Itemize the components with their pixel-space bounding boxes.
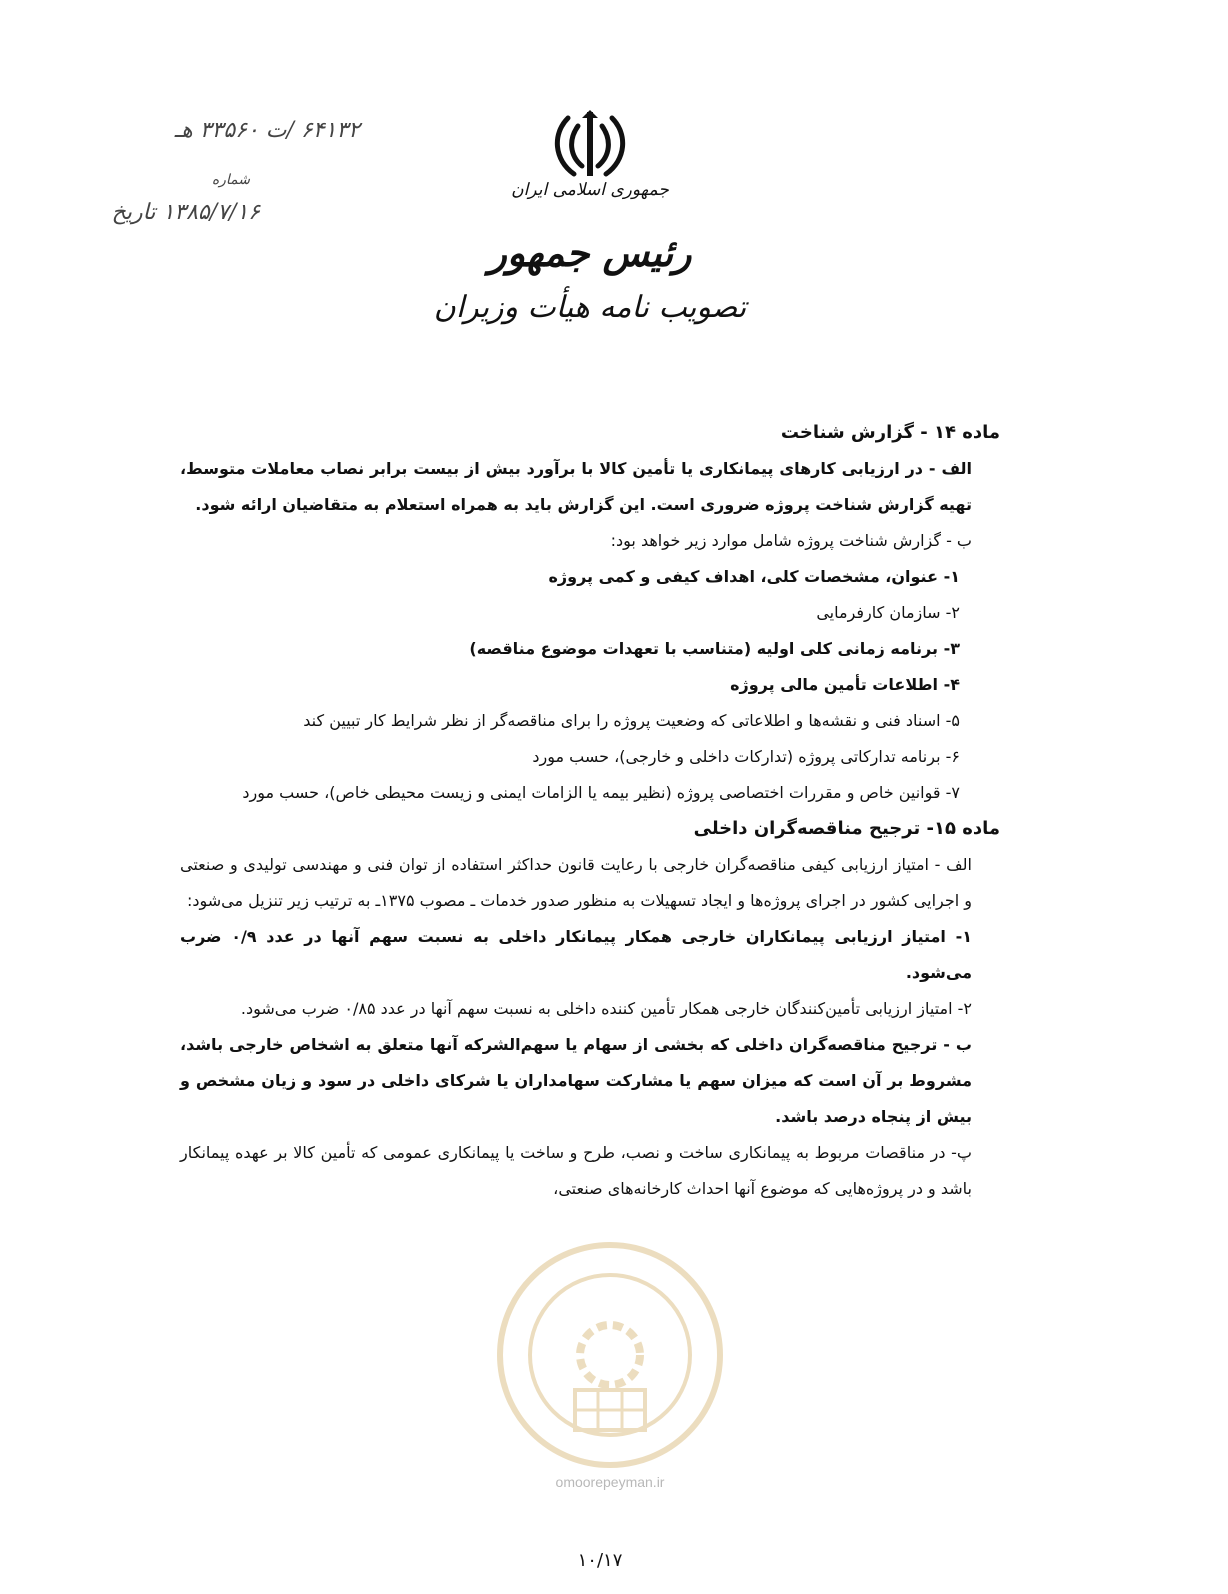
article-14-item-2: ۲- سازمان کارفرمایی <box>816 603 960 622</box>
article-15-item-2: ۲- امتیاز ارزیابی تأمین‌کنندگان خارجی همکار تأمین کننده داخلی به نسبت سهم آنها در عدد ۰/۸۵ ضرب می‌شود. <box>240 999 972 1018</box>
article-14-item-7: ۷- قوانین خاص و مقررات اختصاصی پروژه (نظیر بیمه یا الزامات ایمنی و زیست محیطی خاص)، حسب مورد <box>242 783 960 802</box>
article-14-item-6: ۶- برنامه تدارکاتی پروژه (تدارکات داخلی و خارجی)، حسب مورد <box>532 747 960 766</box>
iran-emblem-icon <box>548 108 632 184</box>
watermark-logo-icon <box>480 1230 740 1480</box>
article-15-be: ب - ترجیح مناقصه‌گران داخلی که بخشی از سهام یا سهم‌الشرکه آنها متعلق به اشخاص خارجی باشد، مشروط بر آن است که میزان سهم یا مشارکت سهامداران یا شرکای داخلی در سود و زیان مشخص و بیش از پنجاه درصد باشد. <box>180 1035 972 1126</box>
letter-number: ۶۴۱۳۲ /ت ۳۳۵۶۰ هـ <box>174 118 360 143</box>
page-number: ۱۰/۱۷ <box>577 1550 623 1571</box>
article-15-heading: ماده ۱۵- ترجیح مناقصه‌گران داخلی <box>693 818 1000 839</box>
article-14-item-5: ۵- اسناد فنی و نقشه‌ها و اطلاعاتی که وضعیت پروژه را برای مناقصه‌گر از نظر شرایط کار تبیین کند <box>303 711 960 730</box>
letter-date: ۱۳۸۵/۷/۱۶ تاریخ <box>111 200 260 225</box>
watermark-url: omoorepeyman.ir <box>555 1474 665 1490</box>
article-15-alef: الف - امتیاز ارزیابی کیفی مناقصه‌گران خارجی با رعایت قانون حداکثر استفاده از توان فنی و مهندسی تولیدی و صنعتی و اجرایی کشور در اجرای پروژه‌ها و ایجاد تسهیلات به منظور صدور خدمات ـ مصوب ۱۳۷۵ـ به ترتیب زیر تنزیل می‌شود: <box>180 855 972 910</box>
article-14-be: ب - گزارش شناخت پروژه شامل موارد زیر خواهد بود: <box>610 531 972 550</box>
article-15-item-1: ۱- امتیاز ارزیابی پیمانکاران خارجی همکار پیمانکار داخلی به نسبت سهم آنها در عدد ۰/۹ ضرب می‌شود. <box>180 927 973 982</box>
president-title: رئیس جمهور <box>488 230 692 275</box>
article-14-item-3: ۳- برنامه زمانی کلی اولیه (متناسب با تعهدات موضوع مناقصه) <box>469 639 960 658</box>
republic-label: جمهوری اسلامی ایران <box>511 180 669 200</box>
article-14-heading: ماده ۱۴ - گزارش شناخت <box>780 422 1000 443</box>
approval-title: تصویب نامه هیأت وزیران <box>433 290 747 325</box>
article-14-alef: الف - در ارزیابی کارهای پیمانکاری یا تأمین کالا با برآورد بیش از بیست برابر نصاب معاملات متوسط، تهیه گزارش شناخت پروژه ضروری است. این گزارش باید به همراه استعلام به متقاضیان ارائه شود. <box>180 459 972 514</box>
article-14-item-1: ۱- عنوان، مشخصات کلی، اهداف کیفی و کمی پروژه <box>548 567 960 586</box>
article-14-item-4: ۴- اطلاعات تأمین مالی پروژه <box>730 675 960 694</box>
article-15-pe: پ- در مناقصات مربوط به پیمانکاری ساخت و نصب، طرح و ساخت یا پیمانکاری عمومی که تأمین کالا بر عهده پیمانکار باشد و در پروژه‌هایی که موضوع آنها احداث کارخانه‌های صنعتی، <box>180 1143 972 1198</box>
document-body <box>180 415 1000 1207</box>
number-label: شماره <box>211 172 250 188</box>
